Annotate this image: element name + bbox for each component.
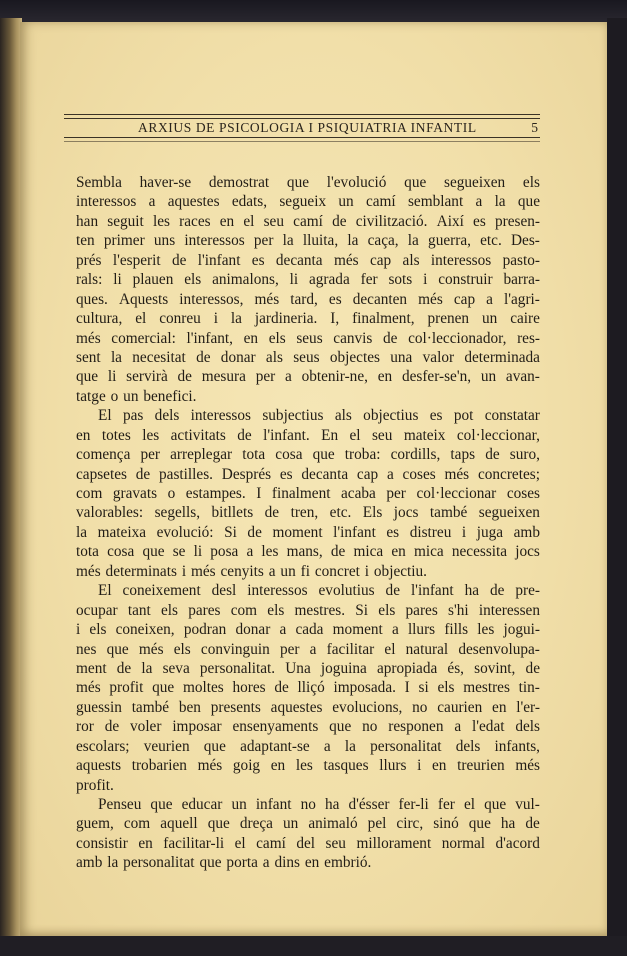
- text-line: Sembla haver-se demostrat que l'evolució que segueixen els: [76, 174, 540, 191]
- text-line: capsetes de pastilles. Després es decanta cap a coses més concretes;: [76, 465, 540, 483]
- journal-title: ARXIUS DE PSICOLOGIA I PSIQUIATRIA INFANTIL: [138, 120, 477, 135]
- text-line: guessin també ben presents aquestes evolucions, no caurien en l'er-: [76, 698, 540, 716]
- text-line: com gravats o estampes. I finalment acaba per col·leccionar coses: [76, 485, 540, 502]
- text-line: escolars; veurien que adaptant-se a la personalitat dels infants,: [76, 737, 540, 755]
- text-line: més determinats i més cenyits a un fi concret i objectiu.: [76, 562, 428, 580]
- text-line: consistir en facilitar-li el camí del seu millorament normal d'acord: [76, 834, 540, 852]
- text-line: ror de voler imposar ensenyaments que no responen a l'edat dels: [76, 718, 540, 736]
- paragraph: [76, 406, 540, 581]
- header-rule-bottom-faint: [64, 141, 540, 142]
- paragraph: [76, 581, 540, 795]
- paragraph: [76, 173, 540, 406]
- text-line: que li servirà de mesura per a obtenir-ne, en desfer-se'n, un avan-: [76, 368, 540, 386]
- page-number: 5: [531, 120, 538, 135]
- text-line: cultura, el conreu i la jardineria. I, finalment, prenen un caire: [76, 310, 540, 328]
- text-line: interessos a aquestes edats, segueix un camí semblant a la que: [76, 193, 540, 211]
- header-rule-bottom: [64, 137, 540, 138]
- text-line: tota cosa que se li posa a les mans, de mica en mica necessita jocs: [76, 543, 540, 561]
- text-line: ocupar tant els pares com els mestres. Si els pares s'hi interessen: [76, 601, 540, 619]
- text-line: guem, com aquell que dreça un animaló pel circ, sinó que ha de: [76, 815, 540, 833]
- body-text: [76, 173, 540, 873]
- scan-right-edge: [607, 18, 627, 956]
- book-spine: [0, 18, 22, 938]
- text-line: ment de la seva personalitat. Una joguina apropiada és, sovint, de: [76, 659, 540, 677]
- text-line: aquests trobarien més goig en les tasques llurs i en treurien més: [76, 757, 540, 775]
- text-line: prés l'esperit de l'infant es decanta més cap als interessos pasto-: [76, 251, 540, 269]
- text-line: El pas dels interessos subjectius als objectius es pot constatar: [98, 407, 540, 425]
- running-header: [64, 110, 540, 144]
- text-line: ques. Aquests interessos, més tard, es decanten més cap a l'agri-: [76, 290, 540, 308]
- text-line: comença per arreplegar tota cosa que troba: cordills, taps de suro,: [76, 446, 540, 464]
- text-line: en totes les activitats de l'infant. En el seu mateix col·leccionar,: [76, 426, 540, 444]
- text-line: amb la personalitat que porta a dins en embrió.: [76, 854, 372, 872]
- text-line: més profit que moltes hores de lliçó imposada. I si els mestres tin-: [76, 679, 540, 697]
- scan-bottom-edge: [0, 936, 627, 956]
- text-line: més comercial: l'infant, en els seus canvis de col·leccionador, res-: [76, 329, 540, 347]
- scan-top-edge: [0, 0, 627, 24]
- text-line: sent la necesitat de donar als seus objectes una valor determinada: [76, 348, 540, 366]
- text-line: i els coneixen, podran donar a cada moment a llurs fills les jogui-: [76, 621, 540, 639]
- text-line: la mateixa evolució: Si de moment l'infant es distreu i juga amb: [76, 523, 540, 541]
- header-rule-top: [64, 114, 540, 115]
- text-line: tatge o un benefici.: [76, 387, 197, 405]
- paragraph: [76, 795, 540, 873]
- text-line: valorables: segells, bitllets de tren, etc. Els jocs també segueixen: [76, 504, 540, 522]
- text-line: rals: li plauen els animalons, li agrada fer sots i construir barra-: [76, 271, 540, 289]
- text-line: El coneixement desl interessos evolutius de l'infant ha de pre-: [98, 582, 540, 600]
- text-line: han seguit les races en el seu camí de civilització. Així es presen-: [76, 212, 540, 230]
- text-line: ten primer uns interessos per la lluita, la caça, la guerra, etc. Des-: [76, 232, 540, 250]
- header-rule-top-double: [64, 118, 540, 119]
- text-line: Penseu que educar un infant no ha d'ésser fer-li fer el que vul-: [98, 796, 540, 813]
- text-line: nes que més els convinguin per a facilitar el natural desenvolupa-: [76, 640, 540, 658]
- text-line: profit.: [76, 776, 114, 794]
